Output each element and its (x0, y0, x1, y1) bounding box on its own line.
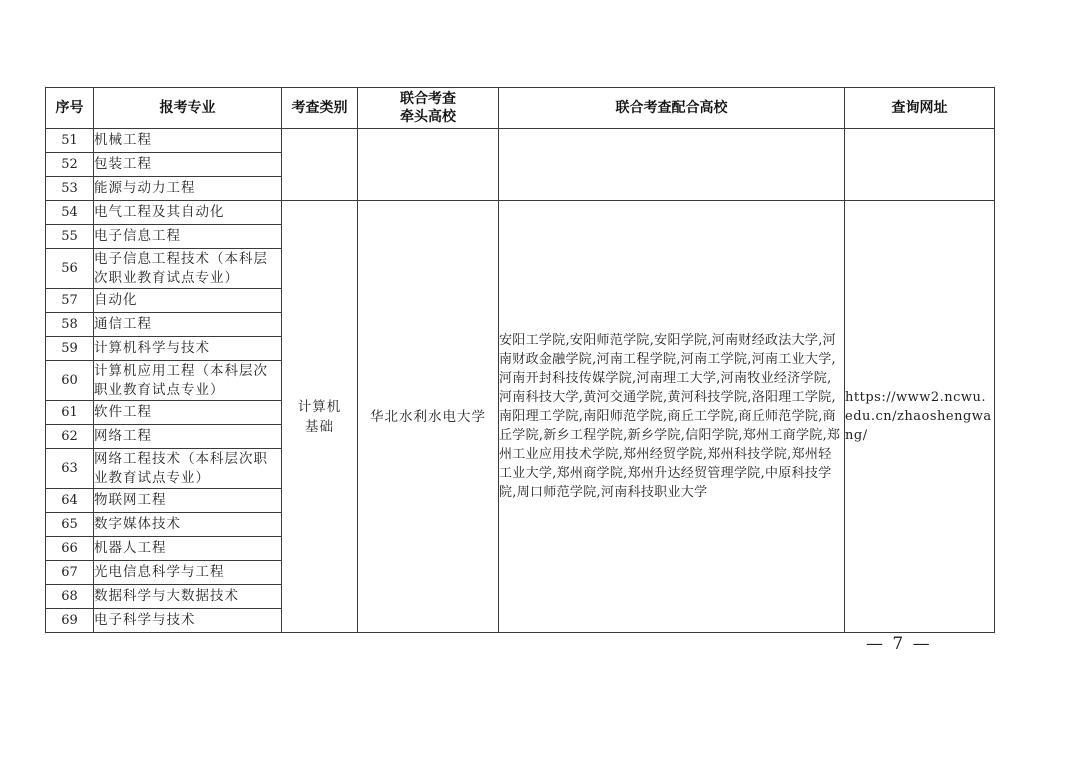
row-major: 计算机科学与技术 (94, 337, 282, 361)
header-major: 报考专业 (94, 88, 282, 129)
header-lead-line1: 联合考查 (400, 91, 456, 107)
partner-universities: 安阳工学院,安阳师范学院,安阳学院,河南财经政法大学,河南财政金融学院,河南工程学院,河南工学院,河南工业大学,河南开封科技传媒学院,河南理工大学,河南牧业经济学院,河南科技大学,黄河交通学院,黄河科技学院,洛阳理工学院,南阳理工学院,南阳师范学院,商丘工学院,商丘师范学院,商丘学院,新乡工程学院,新乡学院,信阳学院,郑州工商学院,郑州工业应用技术学院,郑州经贸学院,郑州科技学院,郑州轻工业大学,郑州商学院,郑州升达经贸管理学院,中原科技学院,周口师范学院,河南科技职业大学 (499, 201, 845, 633)
row-major: 能源与动力工程 (94, 177, 282, 201)
row-number: 63 (46, 449, 94, 489)
exam-category (282, 201, 358, 633)
row-number: 52 (46, 153, 94, 177)
header-lead-line2: 牵头高校 (400, 109, 456, 125)
row-major: 数字媒体技术 (94, 513, 282, 537)
header-partner-universities: 联合考查配合高校 (499, 88, 845, 129)
row-number: 56 (46, 249, 94, 289)
row-major: 物联网工程 (94, 489, 282, 513)
row-number: 55 (46, 225, 94, 249)
row-major: 软件工程 (94, 401, 282, 425)
row-number: 53 (46, 177, 94, 201)
table-header-row (46, 88, 995, 129)
row-number: 58 (46, 313, 94, 337)
top-group-partners (499, 129, 845, 201)
row-number: 64 (46, 489, 94, 513)
row-major: 数据科学与大数据技术 (94, 585, 282, 609)
table-row (46, 129, 995, 153)
header-seq: 序号 (46, 88, 94, 129)
row-number: 57 (46, 289, 94, 313)
exam-category-line2: 基础 (305, 418, 334, 435)
row-number: 66 (46, 537, 94, 561)
row-major: 光电信息科学与工程 (94, 561, 282, 585)
row-major: 网络工程技术（本科层次职业教育试点专业） (94, 449, 282, 489)
exam-category-line1: 计算机 (297, 398, 342, 415)
row-number: 54 (46, 201, 94, 225)
row-major: 电子信息工程技术（本科层次职业教育试点专业） (94, 249, 282, 289)
row-major: 电气工程及其自动化 (94, 201, 282, 225)
row-major: 电子科学与技术 (94, 609, 282, 633)
row-number: 69 (46, 609, 94, 633)
lead-university: 华北水利水电大学 (358, 201, 499, 633)
row-major: 网络工程 (94, 425, 282, 449)
row-number: 62 (46, 425, 94, 449)
row-major: 包装工程 (94, 153, 282, 177)
table-row (46, 201, 995, 225)
row-major: 计算机应用工程（本科层次职业教育试点专业） (94, 361, 282, 401)
page-number: — 7 — (866, 634, 932, 654)
header-category: 考查类别 (282, 88, 358, 129)
row-number: 65 (46, 513, 94, 537)
top-group-url (845, 129, 995, 201)
row-number: 67 (46, 561, 94, 585)
row-number: 60 (46, 361, 94, 401)
row-number: 59 (46, 337, 94, 361)
row-major: 电子信息工程 (94, 225, 282, 249)
row-major: 自动化 (94, 289, 282, 313)
admission-table (45, 87, 995, 633)
row-major: 通信工程 (94, 313, 282, 337)
row-number: 68 (46, 585, 94, 609)
row-number: 51 (46, 129, 94, 153)
row-number: 61 (46, 401, 94, 425)
query-url[interactable]: https://www2.ncwu.edu.cn/zhaoshengwang/ (845, 201, 995, 633)
row-major: 机械工程 (94, 129, 282, 153)
top-group-lead (358, 129, 499, 201)
header-query-url: 查询网址 (845, 88, 995, 129)
row-major: 机器人工程 (94, 537, 282, 561)
top-group-category (282, 129, 358, 201)
header-lead-university (358, 88, 499, 129)
